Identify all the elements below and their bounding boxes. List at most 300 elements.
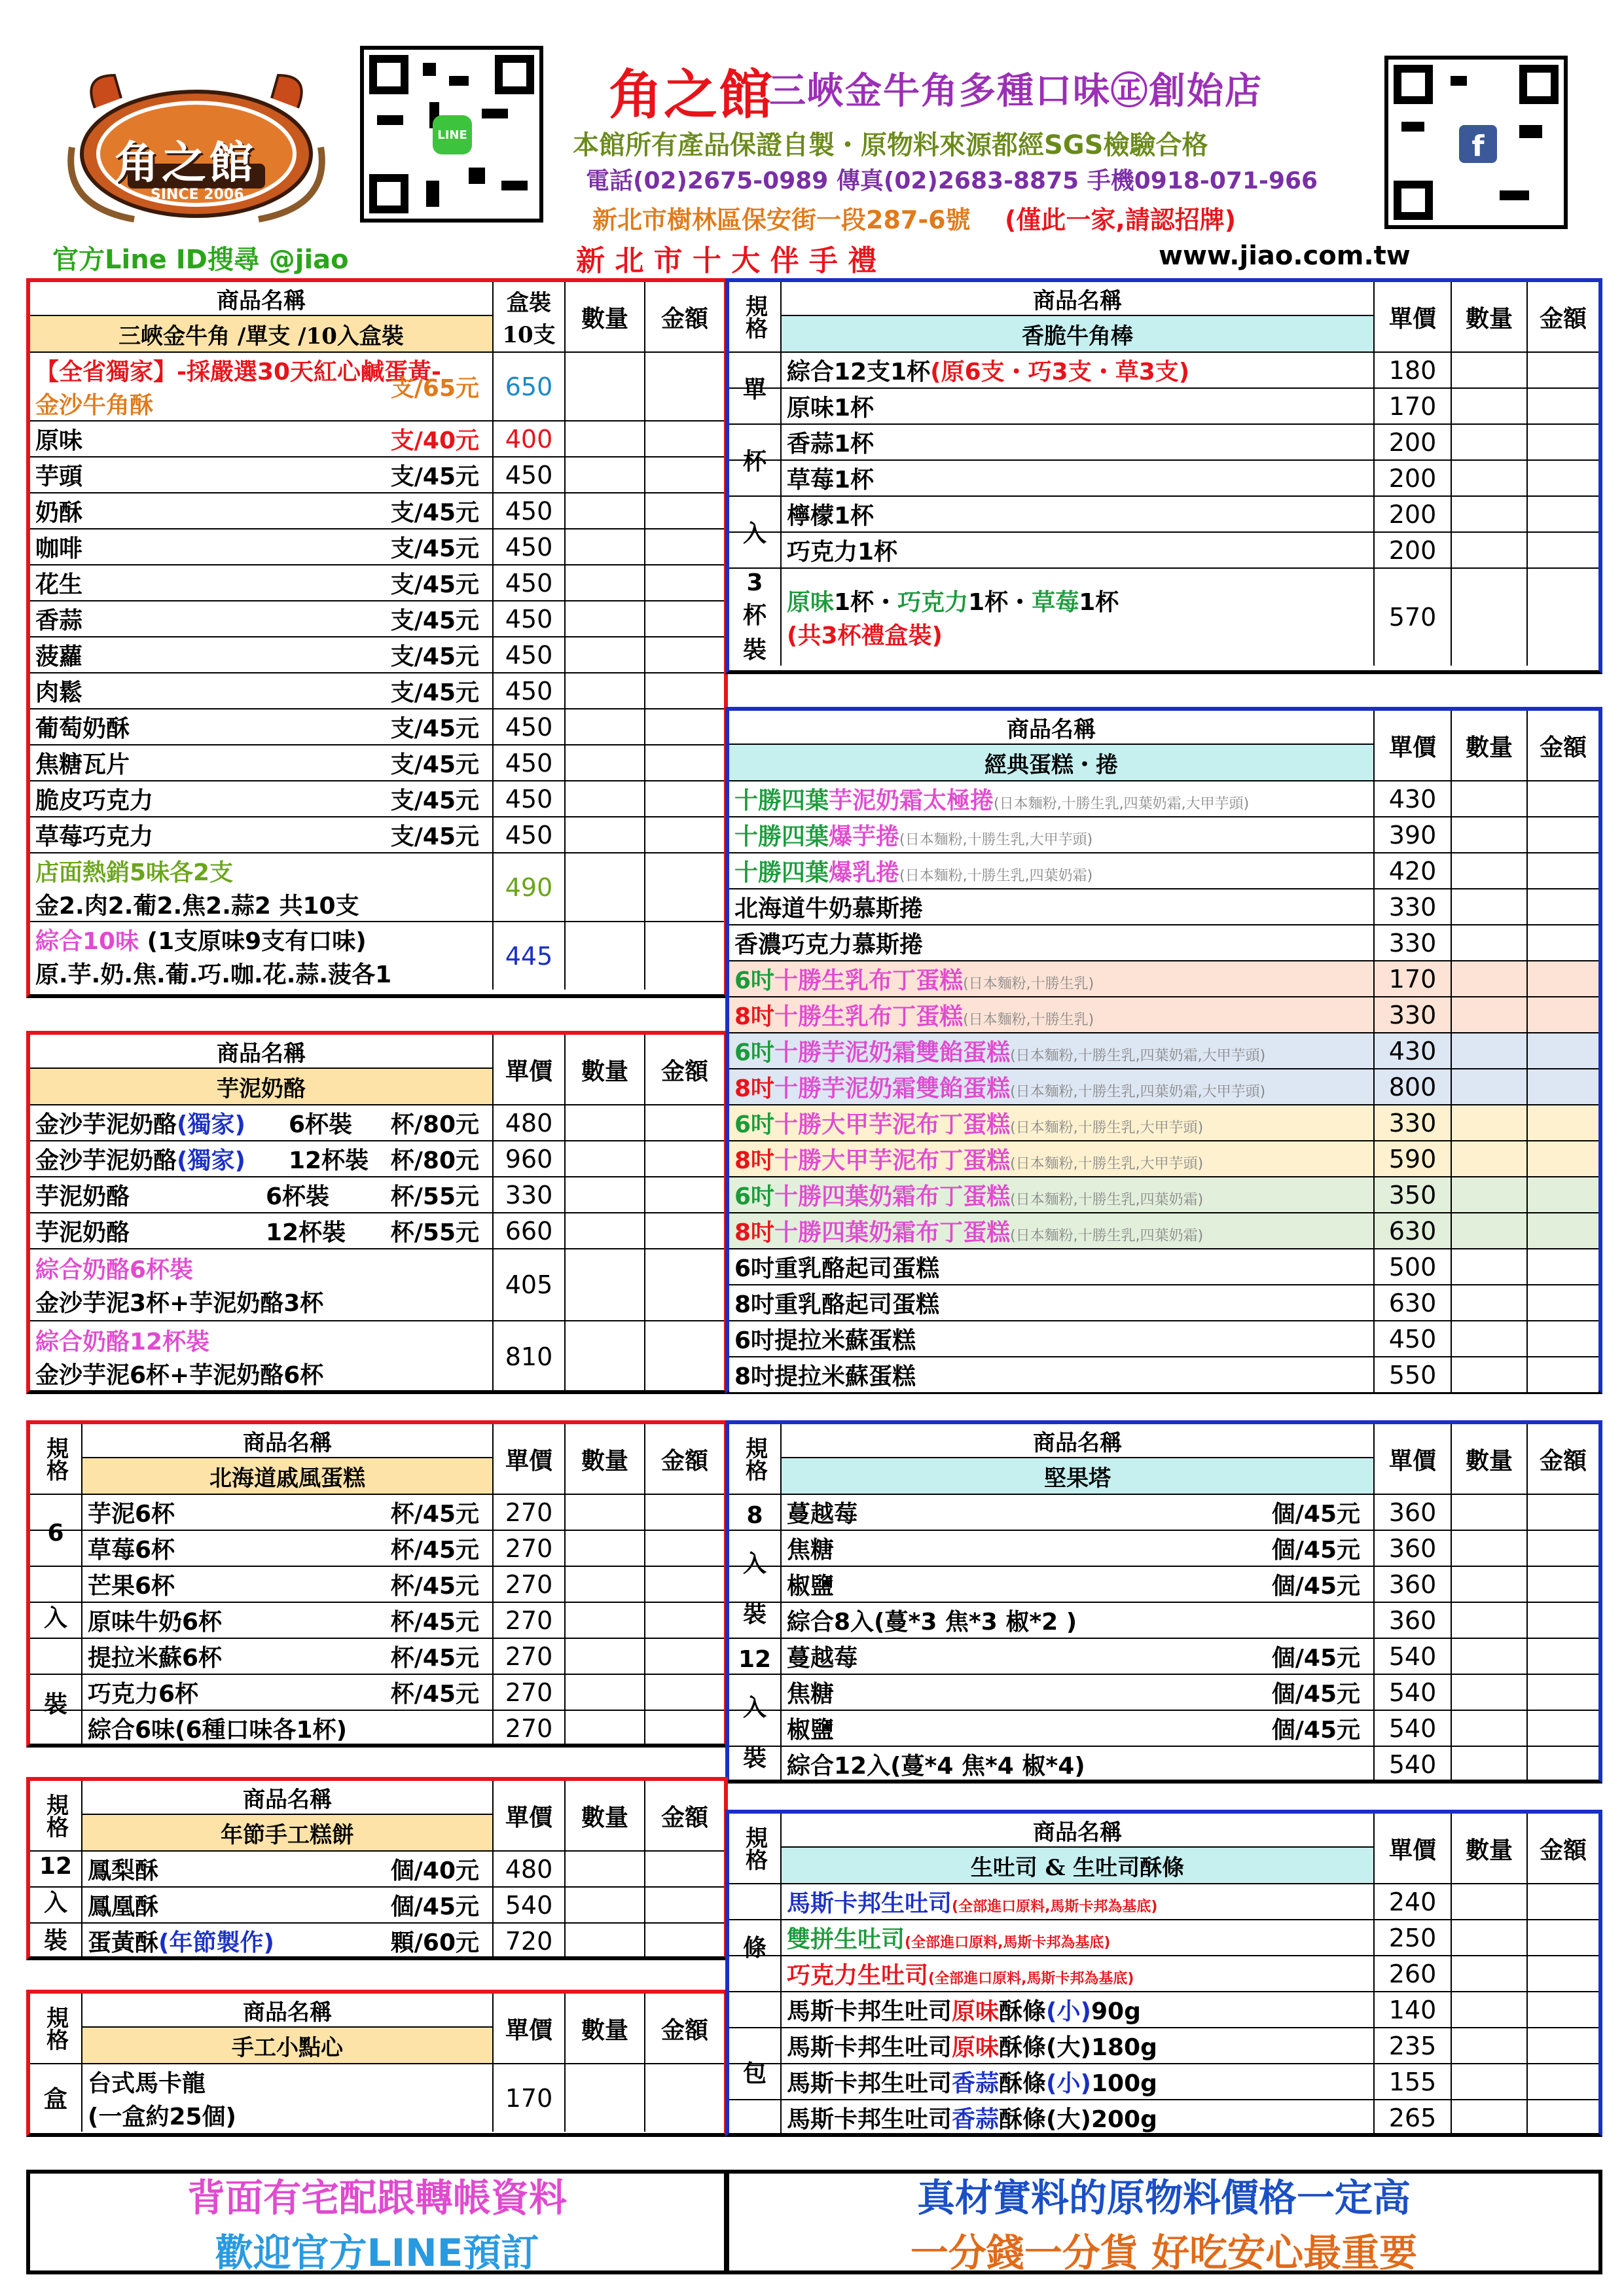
- row-qty: [1451, 1711, 1526, 1746]
- table-row[interactable]: [30, 600, 724, 636]
- row-amount: [644, 637, 724, 672]
- product-name: 原味1杯: [787, 395, 875, 422]
- row-unit: 個/45元: [1271, 1501, 1360, 1528]
- ingredients-note: (日本麵粉,十勝生乳,四葉奶霜,大甲芋頭): [1010, 1048, 1266, 1064]
- website: www.jiao.com.tw: [1159, 241, 1411, 271]
- row-price: 450: [492, 457, 564, 492]
- row-amount: [1526, 1992, 1598, 2027]
- row-name: [729, 853, 1373, 888]
- spec-label: 規格: [42, 1437, 69, 1481]
- row-price: 450: [492, 781, 564, 816]
- header-qty: 數量: [564, 1994, 644, 2063]
- row-name: [780, 461, 1373, 495]
- spec-label: 規格: [741, 1437, 768, 1481]
- size-prefix: 6吋: [734, 1183, 775, 1210]
- product-name: 雙拼生吐司: [787, 1926, 905, 1953]
- table-row[interactable]: [729, 1991, 1598, 2027]
- header-amount: 金額: [1526, 282, 1598, 351]
- table-row[interactable]: [30, 1320, 724, 1392]
- address-note: (僅此一家,請認招牌): [1005, 206, 1236, 234]
- table-row[interactable]: [729, 2063, 1598, 2099]
- row-price: 450: [492, 637, 564, 672]
- table-row[interactable]: [30, 1530, 724, 1566]
- product-name: 蔓越莓: [787, 1501, 858, 1528]
- header-product-name: 商品名稱: [217, 1040, 306, 1067]
- table-row[interactable]: [30, 351, 724, 420]
- spec-char: 杯: [742, 602, 767, 630]
- row-name: [729, 1321, 1373, 1356]
- exclusive-tag: (獨家): [177, 1111, 245, 1138]
- row-amount: [1526, 1033, 1598, 1068]
- table-row[interactable]: [729, 495, 1598, 531]
- row-amount: [644, 673, 724, 708]
- product-name: 焦糖: [787, 1681, 835, 1708]
- row-amount: [644, 1141, 724, 1176]
- spec-char: 入: [742, 520, 767, 547]
- table-row[interactable]: [729, 1140, 1598, 1176]
- table-row[interactable]: [30, 672, 724, 708]
- row-amount: [1526, 817, 1598, 852]
- band-crisp: 香脆牛角棒: [780, 315, 1373, 351]
- table-horn: [26, 278, 728, 998]
- table-row[interactable]: [729, 2099, 1598, 2135]
- pack-size: 12杯裝: [289, 1147, 369, 1174]
- table-row[interactable]: [30, 1176, 724, 1212]
- footer-left-line1: 背面有宅配跟轉帳資料: [187, 2176, 567, 2220]
- header-spec: [729, 282, 780, 351]
- table-row[interactable]: [30, 1104, 724, 1140]
- product-name: 草莓6杯: [88, 1537, 175, 1564]
- row-qty: [564, 1711, 644, 1746]
- logo-text: 角之館: [115, 137, 257, 189]
- row-qty: [1451, 817, 1526, 852]
- row-name: [729, 1213, 1373, 1248]
- table-row[interactable]: [30, 1212, 724, 1248]
- header-unit-price: 單價: [1373, 1424, 1451, 1494]
- name-line: [88, 1888, 158, 1922]
- product-name: 鳳梨酥: [88, 1857, 159, 1884]
- table-row[interactable]: [30, 744, 724, 780]
- row-qty: [1451, 1956, 1526, 1991]
- row-unit: 支/45元: [390, 499, 479, 526]
- row-qty: [1451, 1357, 1526, 1392]
- product-name: 草莓1杯: [787, 467, 875, 493]
- name-line: [734, 1178, 1203, 1211]
- table-row[interactable]: [729, 1176, 1598, 1212]
- exclusive-note: 【全省獨家】-採嚴選30天紅心鹹蛋黃-: [35, 358, 441, 386]
- row-qty: [1451, 889, 1526, 924]
- product-name: 芋泥6杯: [88, 1501, 175, 1528]
- table-row[interactable]: [729, 1638, 1598, 1674]
- row-price: 445: [492, 922, 564, 990]
- flavor: 原味: [787, 589, 835, 616]
- name-line: [734, 1142, 1203, 1175]
- row-amount: [1526, 1603, 1598, 1638]
- table-row[interactable]: [729, 780, 1598, 816]
- table-row[interactable]: [729, 459, 1598, 495]
- table-row[interactable]: [30, 1494, 724, 1530]
- band-taro: 芋泥奶酪: [30, 1067, 492, 1104]
- row-name: [729, 1177, 1373, 1212]
- row-price: 270: [492, 1495, 564, 1530]
- product-detail: 金2.肉2.葡2.焦2.蒜2 共10支: [35, 892, 359, 920]
- product-name: 馬斯卡邦生吐司: [787, 1890, 952, 1917]
- table-row[interactable]: [729, 1674, 1598, 1710]
- row-amount: [644, 1924, 724, 1958]
- header-unit-price: 單價: [1373, 1814, 1451, 1883]
- row-unit: 杯/45元: [390, 1573, 479, 1600]
- row-qty: [564, 422, 644, 456]
- header-qty: 數量: [564, 1424, 644, 1494]
- row-name: [30, 853, 492, 921]
- header-spec: [30, 1781, 81, 1850]
- row-price: 660: [492, 1213, 564, 1248]
- table-row[interactable]: [30, 2063, 724, 2132]
- row-amount: [644, 457, 724, 492]
- row-unit: 支/45元: [390, 823, 479, 850]
- footer-right-line1: 真材實料的原物料價格一定高: [916, 2176, 1411, 2220]
- table-row[interactable]: [729, 1320, 1598, 1356]
- line-qr-code: [360, 46, 543, 223]
- table-row[interactable]: [729, 816, 1598, 852]
- table-row[interactable]: [729, 1955, 1598, 1991]
- row-unit: 杯/45元: [390, 1501, 479, 1528]
- row-unit: 杯/55元: [390, 1183, 479, 1210]
- table-row[interactable]: [729, 1919, 1598, 1955]
- table-row[interactable]: [30, 564, 724, 600]
- table-row[interactable]: [30, 420, 724, 456]
- row-amount: [1526, 533, 1598, 567]
- table-row[interactable]: [729, 1212, 1598, 1248]
- product-name: 店面熱銷5味各2支: [35, 859, 234, 886]
- table-row[interactable]: [30, 852, 724, 921]
- row-amount: [1526, 1531, 1598, 1566]
- table-row[interactable]: [729, 351, 1598, 387]
- row-amount: [644, 1567, 724, 1602]
- row-price: 430: [1373, 781, 1451, 816]
- row-price: 450: [492, 673, 564, 708]
- table-row[interactable]: [729, 1356, 1598, 1392]
- spec-column: [729, 1638, 780, 1782]
- spec-char: 裝: [43, 1691, 67, 1718]
- product-name: 綜合奶酪6杯裝: [35, 1257, 194, 1283]
- spec-column: [729, 1883, 780, 2135]
- product-name: 花生: [35, 571, 83, 598]
- cup: 1杯: [1079, 589, 1119, 616]
- table-row[interactable]: [30, 1140, 724, 1176]
- row-unit: 支/40元: [390, 427, 479, 454]
- row-qty: [1451, 1531, 1526, 1566]
- table-row[interactable]: [729, 1494, 1598, 1530]
- product-name: 焦糖瓦片: [35, 751, 130, 778]
- band-tart: 堅果塔: [780, 1457, 1373, 1494]
- row-amount: [1526, 1285, 1598, 1320]
- product-name: 芋泥奶霜太極捲: [829, 787, 994, 814]
- name-line: [787, 497, 874, 531]
- row-qty: [564, 1888, 644, 1922]
- row-qty: [1451, 2028, 1526, 2063]
- row-price: 960: [492, 1141, 564, 1176]
- row-unit: 支/45元: [390, 571, 479, 598]
- row-price: 330: [492, 1177, 564, 1212]
- product-name: 菠蘿: [35, 643, 83, 670]
- row-name: [729, 1033, 1373, 1068]
- band-cake: 經典蛋糕・捲: [729, 744, 1373, 780]
- spec-char: 裝: [43, 1928, 67, 1955]
- row-price: 330: [1373, 997, 1451, 1032]
- table-row[interactable]: [30, 708, 724, 744]
- name-line: [88, 1852, 158, 1886]
- row-qty: [564, 1249, 644, 1320]
- name-line: [787, 533, 897, 567]
- row-amount: [644, 353, 724, 420]
- spec-column: [30, 1850, 81, 1958]
- table-row[interactable]: [30, 1638, 724, 1674]
- row-name: [729, 1141, 1373, 1176]
- table-row[interactable]: [729, 2027, 1598, 2063]
- row-qty: [564, 817, 644, 852]
- row-qty: [1451, 1249, 1526, 1284]
- name-line: [787, 584, 1119, 617]
- band-festival: 年節手工糕餅: [81, 1814, 492, 1850]
- row-price: 170: [1373, 961, 1451, 996]
- table-row[interactable]: [30, 1922, 724, 1958]
- row-unit: 杯/80元: [390, 1147, 479, 1174]
- row-name: [729, 817, 1373, 852]
- table-row[interactable]: [729, 387, 1598, 423]
- table-row[interactable]: [729, 423, 1598, 459]
- product-name: 肉鬆: [35, 679, 83, 706]
- row-price: 540: [1373, 1675, 1451, 1710]
- table-row[interactable]: [729, 1602, 1598, 1638]
- table-row[interactable]: [729, 1566, 1598, 1602]
- row-unit: 個/45元: [390, 1893, 479, 1920]
- row-name: [780, 2064, 1373, 2099]
- name-line: [88, 1924, 274, 1958]
- row-qty: [1451, 925, 1526, 960]
- flavor: 香蒜: [952, 2106, 1000, 2133]
- band-toast: 生吐司 & 生吐司酥條: [780, 1846, 1373, 1883]
- table-row[interactable]: [729, 1746, 1598, 1782]
- name-line: [734, 782, 1249, 816]
- name-line: [734, 818, 1092, 852]
- table-row[interactable]: [30, 780, 724, 816]
- row-name: [729, 1105, 1373, 1140]
- brand-subtitle: 三峽金牛角多種口味㊣創始店: [769, 70, 1263, 113]
- row-qty: [564, 1531, 644, 1566]
- row-unit: 杯/45元: [390, 1537, 479, 1564]
- row-name: [780, 2028, 1373, 2063]
- table-row[interactable]: [729, 852, 1598, 888]
- ingredients-note: (全部進口原料,馬斯卡邦為基底): [905, 1935, 1111, 1951]
- table-row[interactable]: [729, 531, 1598, 567]
- row-amount: [1526, 1711, 1598, 1746]
- table-row[interactable]: [729, 1032, 1598, 1068]
- row-price: 360: [1373, 1567, 1451, 1602]
- row-qty: [1451, 1747, 1526, 1782]
- row-amount: [1526, 997, 1598, 1032]
- row-price: 630: [1373, 1285, 1451, 1320]
- row-qty: [1451, 533, 1526, 567]
- product-name: 原味牛奶6杯: [88, 1609, 223, 1636]
- row-qty: [564, 1603, 644, 1638]
- row-price: 450: [492, 817, 564, 852]
- row-price: 200: [1373, 425, 1451, 459]
- row-amount: [644, 817, 724, 852]
- table-row[interactable]: [30, 1566, 724, 1602]
- row-amount: [644, 1639, 724, 1674]
- product-name: 十勝大甲芋泥布丁蛋糕: [774, 1147, 1011, 1174]
- row-qty: [564, 1495, 644, 1530]
- header-unit-price: 單價: [1373, 711, 1451, 780]
- table-row[interactable]: [30, 636, 724, 672]
- row-unit: 杯/45元: [390, 1609, 479, 1636]
- row-amount: [1526, 1177, 1598, 1212]
- table-row[interactable]: [30, 1886, 724, 1922]
- table-row[interactable]: [30, 1248, 724, 1320]
- product-name: 芒果6杯: [88, 1573, 175, 1600]
- product-name: 金沙芋泥奶酪: [35, 1111, 177, 1138]
- row-qty: [1451, 853, 1526, 888]
- row-amount: [1526, 353, 1598, 387]
- row-name: [729, 1357, 1373, 1392]
- name-line: [734, 1358, 916, 1391]
- row-name: [729, 1069, 1373, 1104]
- table-row[interactable]: [729, 567, 1598, 666]
- table-snack: [26, 1990, 728, 2137]
- table-row[interactable]: [30, 1850, 724, 1886]
- product-name: 芋頭: [35, 463, 83, 490]
- row-qty: [1451, 1105, 1526, 1140]
- product-name: 鳳凰酥: [88, 1893, 159, 1920]
- row-amount: [644, 1495, 724, 1530]
- header-amount: 金額: [644, 282, 724, 351]
- row-price: 800: [1373, 1069, 1451, 1104]
- spec-char: 6: [47, 1520, 64, 1547]
- row-qty: [564, 2064, 644, 2132]
- product-name: 十勝四葉奶霜布丁蛋糕: [774, 1183, 1011, 1210]
- size-prefix: 6吋: [734, 1039, 775, 1066]
- brand-name: 角之館: [609, 63, 774, 126]
- row-price: 480: [492, 1105, 564, 1140]
- ingredients-note: (日本麵粉,十勝生乳): [963, 976, 1094, 992]
- row-qty: [1451, 497, 1526, 531]
- row-qty: [564, 709, 644, 744]
- row-amount: [1526, 1357, 1598, 1392]
- row-unit: 支/45元: [390, 643, 479, 670]
- row-price: 155: [1373, 2064, 1451, 2099]
- row-price: 450: [492, 529, 564, 564]
- spec-label: 規格: [42, 2006, 69, 2051]
- table-row[interactable]: [30, 1674, 724, 1710]
- header-amount: 金額: [644, 1035, 724, 1104]
- header-qty: 數量: [1451, 1424, 1526, 1494]
- row-unit: 個/40元: [390, 1857, 479, 1884]
- row-amount: [1526, 1675, 1598, 1710]
- row-amount: [1526, 461, 1598, 495]
- row-amount: [1526, 781, 1598, 816]
- table-row[interactable]: [30, 1710, 724, 1746]
- name-line: [35, 1178, 330, 1211]
- size-prefix: 十勝四葉: [734, 859, 829, 886]
- band-horn: 三峽金牛角 /單支 /10入盒裝: [30, 315, 492, 351]
- row-unit: 支/45元: [390, 607, 479, 634]
- row-name: [780, 425, 1373, 459]
- row-price: 720: [492, 1924, 564, 1958]
- facebook-qr-code: [1384, 56, 1568, 229]
- row-qty: [1451, 961, 1526, 996]
- header-product-name: 商品名稱: [780, 282, 1373, 315]
- row-amount: [644, 493, 724, 528]
- table-row[interactable]: [729, 1284, 1598, 1320]
- flavor: 草莓: [1032, 589, 1079, 616]
- table-row[interactable]: [30, 1602, 724, 1638]
- row-price: 450: [492, 601, 564, 636]
- table-row[interactable]: [30, 456, 724, 492]
- table-row[interactable]: [729, 1883, 1598, 1919]
- spec-column: [729, 567, 780, 666]
- header-box10: [492, 282, 564, 351]
- row-name: [780, 497, 1373, 531]
- table-row[interactable]: [30, 528, 724, 564]
- row-name: [780, 389, 1373, 423]
- ingredients-note: (全部進口原料,馬斯卡邦為基底): [928, 1971, 1134, 1987]
- table-row[interactable]: [30, 492, 724, 528]
- header-amount: 金額: [1526, 711, 1598, 780]
- table-row[interactable]: [729, 1068, 1598, 1104]
- row-qty: [564, 1213, 644, 1248]
- row-name: [729, 1285, 1373, 1320]
- product-kind: 酥條: [999, 1998, 1047, 2025]
- table-row[interactable]: [729, 1710, 1598, 1746]
- table-toast: [725, 1810, 1602, 2137]
- header-qty: 數量: [564, 1781, 644, 1850]
- table-row[interactable]: [729, 924, 1598, 960]
- row-amount: [1526, 2100, 1598, 2135]
- table-row[interactable]: [729, 996, 1598, 1032]
- header-product-name: 商品名稱: [1007, 716, 1096, 743]
- row-amount: [1526, 1920, 1598, 1955]
- row-name: [729, 961, 1373, 996]
- spec-char: 入: [742, 1695, 767, 1722]
- row-price: 330: [1373, 889, 1451, 924]
- header-amount: 金額: [1526, 1814, 1598, 1883]
- size-prefix: 十勝四葉: [734, 787, 829, 814]
- row-amount: [1526, 2064, 1598, 2099]
- row-amount: [1526, 1495, 1598, 1530]
- table-row[interactable]: [729, 888, 1598, 924]
- table-row[interactable]: [30, 816, 724, 852]
- table-row[interactable]: [729, 1530, 1598, 1566]
- table-row[interactable]: [729, 1248, 1598, 1284]
- spec-char: 盒: [43, 2086, 67, 2113]
- line-icon: LINE: [433, 115, 472, 154]
- table-row[interactable]: [729, 960, 1598, 996]
- name-line: [734, 1106, 1203, 1139]
- product-name: 綜合10味: [35, 927, 139, 955]
- row-price: 405: [492, 1249, 564, 1320]
- row-amount: [1526, 1321, 1598, 1356]
- product-name: 綜合12入(蔓*4 焦*4 椒*4): [787, 1753, 1085, 1780]
- name-line: [787, 461, 874, 495]
- spec-label: 規格: [741, 1826, 768, 1871]
- row-amount: [644, 1177, 724, 1212]
- table-row[interactable]: [30, 921, 724, 990]
- table-row[interactable]: [729, 1104, 1598, 1140]
- spec-char: 12: [738, 1645, 772, 1673]
- product-detail: 原.芋.奶.焦.葡.巧.咖.花.蒜.菠各1: [35, 961, 392, 988]
- header-unit-price: 單價: [492, 1781, 564, 1850]
